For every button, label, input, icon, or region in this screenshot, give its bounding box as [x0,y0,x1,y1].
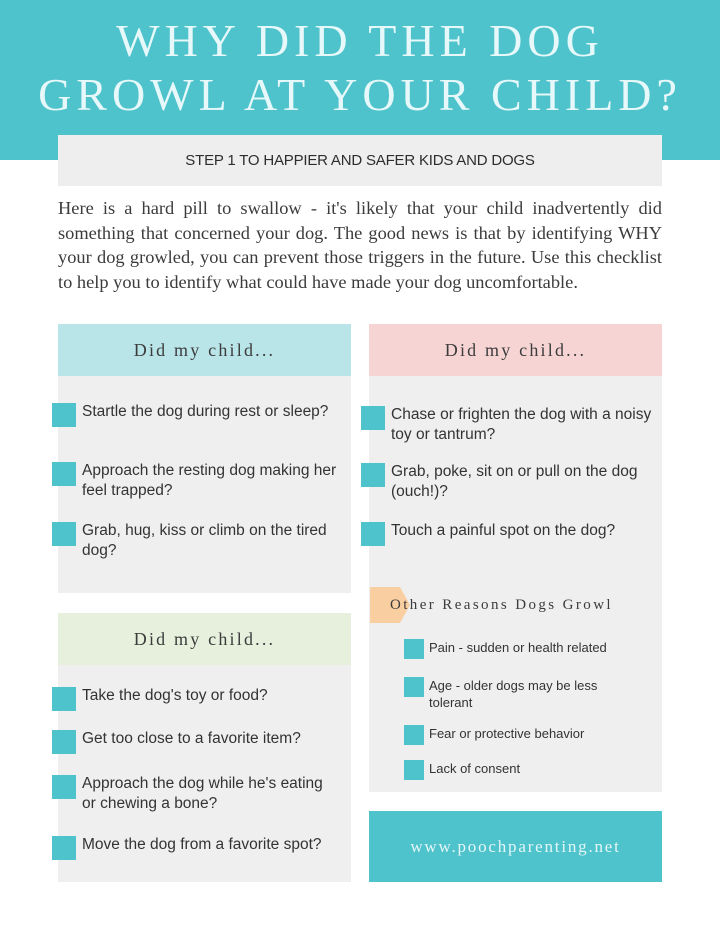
reason-item[interactable] [404,639,654,659]
title-line-2: GROWL AT YOUR CHILD? [38,69,682,120]
checklist-item-label: Move the dog from a favorite spot? [82,836,322,853]
checklist-item-label: Take the dog's toy or food? [82,687,268,704]
subtitle-box [58,135,662,186]
checkbox-icon[interactable] [404,677,424,697]
reason-item-label: Pain - sudden or health related [429,640,607,655]
website-link[interactable]: www.poochparenting.net [410,836,621,856]
checklist-item[interactable] [52,521,342,561]
panel-heading: Did my child... [369,324,662,376]
checklist-item[interactable] [52,402,342,427]
checklist-item-label: Approach the resting dog making her feel trapped? [82,462,337,499]
checklist-item[interactable] [361,405,656,445]
checkbox-icon[interactable] [361,406,385,430]
checklist-item[interactable] [52,729,347,754]
checklist-item[interactable] [361,521,656,546]
checklist-item[interactable] [52,461,342,501]
checkbox-icon[interactable] [404,639,424,659]
title-line-1: WHY DID THE DOG [116,15,604,66]
website-link-box[interactable] [369,811,662,882]
checkbox-icon[interactable] [52,687,76,711]
checklist-item-label: Chase or frighten the dog with a noisy toy or tantrum? [391,406,652,443]
checklist-item[interactable] [361,462,656,502]
checkbox-icon[interactable] [52,462,76,486]
reason-item-label: Age - older dogs may be less tolerant [429,678,598,710]
reason-item-label: Fear or protective behavior [429,726,585,741]
checkbox-icon[interactable] [404,725,424,745]
checklist-item-label: Startle the dog during rest or sleep? [82,403,329,420]
checklist-item-label: Grab, hug, kiss or climb on the tired dog? [82,522,327,559]
subtitle: STEP 1 TO HAPPIER AND SAFER KIDS AND DOGS [185,152,535,169]
reason-item[interactable] [404,725,654,745]
reason-item[interactable] [404,677,634,711]
checklist-item[interactable] [52,835,332,860]
page-title [0,14,720,122]
checklist-item-label: Get too close to a favorite item? [82,730,301,747]
checklist-item[interactable] [52,686,347,711]
checklist-item-label: Grab, poke, sit on or pull on the dog (ouch!)? [391,463,638,500]
checkbox-icon[interactable] [52,836,76,860]
intro-paragraph: Here is a hard pill to swallow - it's likely that your child inadvertently did something that concerned your dog. The good news is that by identifying WHY your dog growled, you can prevent those triggers in the future. Use this checklist to help you to identify what could have made your dog uncomfortable. [58,198,662,292]
checklist-panel-handling [369,324,662,792]
checkbox-icon[interactable] [52,522,76,546]
checkbox-icon[interactable] [52,403,76,427]
checklist-item-label: Touch a painful spot on the dog? [391,522,616,539]
checkbox-icon[interactable] [52,730,76,754]
panel-heading: Did my child... [58,613,351,665]
checkbox-icon[interactable] [361,463,385,487]
checkbox-icon[interactable] [361,522,385,546]
checklist-item[interactable] [52,774,332,814]
reason-item-label: Lack of consent [429,761,521,776]
other-reasons-heading: Other Reasons Dogs Growl [390,597,613,613]
panel-heading: Did my child... [58,324,351,376]
checkbox-icon[interactable] [404,760,424,780]
checkbox-icon[interactable] [52,775,76,799]
checklist-item-label: Approach the dog while he's eating or chewing a bone? [82,775,323,812]
reason-item[interactable] [404,760,654,780]
